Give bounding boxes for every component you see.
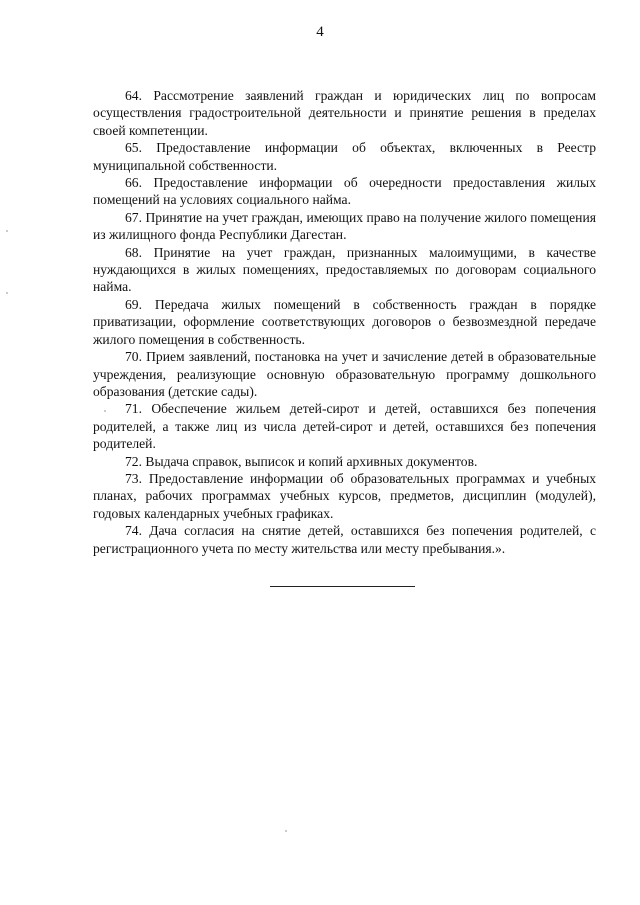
list-item: 68. Принятие на учет граждан, признанных малоимущими, в качестве нуждающихся в жилых помещениях, предоставляемых по договорам социального найма.	[93, 244, 596, 295]
separator-line	[270, 586, 415, 587]
scan-speck	[6, 292, 8, 294]
list-item: 74. Дача согласия на снятие детей, оставшихся без попечения родителей, с регистрационного учета по месту жительства или месту пребывания.».	[93, 523, 596, 556]
page-number: 4	[316, 24, 324, 40]
list-item: 66. Предоставление информации об очередности предоставления жилых помещений на условиях социального найма.	[93, 175, 596, 208]
document-body	[93, 87, 596, 557]
list-item: 64. Рассмотрение заявлений граждан и юридических лиц по вопросам осуществления градостроительной деятельности и принятие решения в пределах своей компетенции.	[93, 88, 596, 138]
scan-speck	[6, 230, 8, 232]
list-item: 70. Прием заявлений, постановка на учет и зачисление детей в образовательные учреждения, реализующие основную образовательную программу дошкольного образования (детские сады).	[93, 349, 596, 399]
list-item: 72. Выдача справок, выписок и копий архивных документов.	[125, 453, 478, 469]
scan-speck	[285, 830, 287, 832]
list-item: 69. Передача жилых помещений в собственность граждан в порядке приватизации, оформление соответствующих договоров о безвозмездной передаче жилого помещения в собственность.	[93, 296, 596, 347]
list-item: 73. Предоставление информации об образовательных программах и учебных планах, рабочих программах учебных курсов, предметов, дисциплин (модулей), годовых календарных учебных графиках.	[93, 470, 596, 521]
scan-speck	[104, 410, 106, 412]
list-item: 65. Предоставление информации об объектах, включенных в Реестр муниципальной собственности.	[93, 140, 596, 173]
list-item: 67. Принятие на учет граждан, имеющих право на получение жилого помещения из жилищного фонда Республики Дагестан.	[93, 209, 596, 243]
list-item: 71. Обеспечение жильем детей-сирот и детей, оставшихся без попечения родителей, а также лиц из числа детей-сирот и детей, оставшихся без попечения родителей.	[93, 401, 596, 452]
